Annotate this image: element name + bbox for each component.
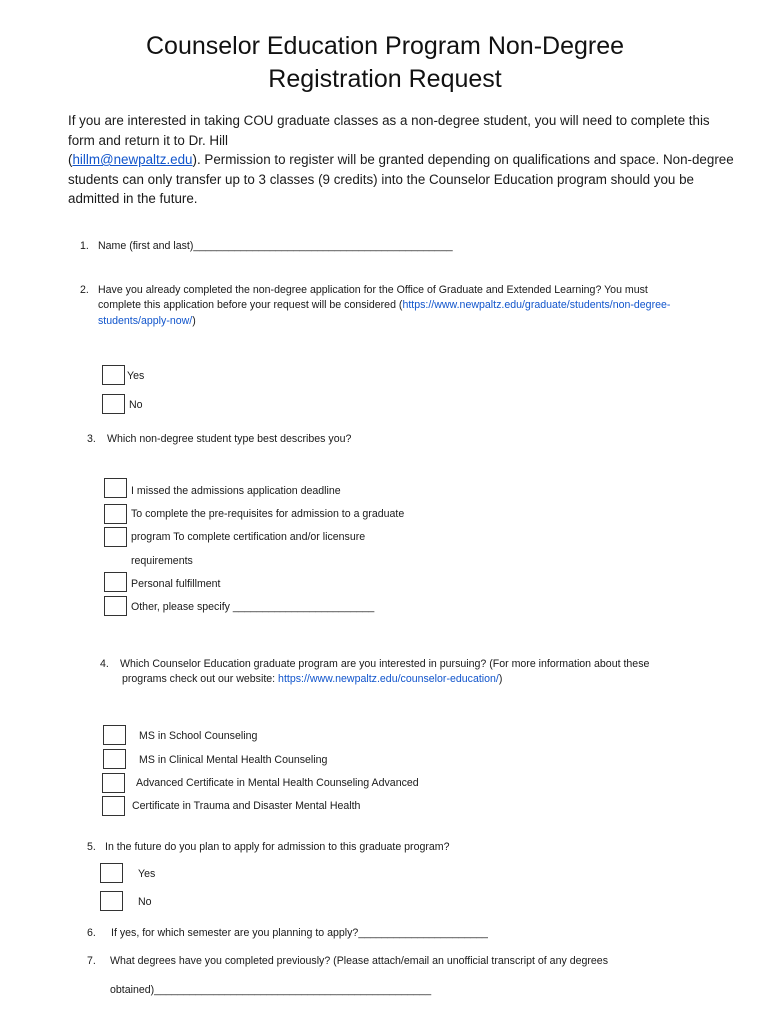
q4-option-4-checkbox[interactable] (102, 796, 125, 816)
q4-option-2-label: MS in Clinical Mental Health Counseling (139, 754, 328, 766)
q3-option-1-checkbox[interactable] (104, 478, 127, 498)
q3-option-2-label: To complete the pre-requisites for admission to a graduate (131, 508, 405, 520)
intro-text-before: If you are interested in taking COU graduate classes as a non-degree student, you will need to complete this form and return it to Dr. Hill (68, 113, 710, 148)
q3-option-4-checkbox[interactable] (104, 572, 127, 592)
q5-no-checkbox[interactable] (100, 891, 123, 911)
q5-no-label: No (138, 896, 152, 908)
title-line-1: Counselor Education Program Non-Degree (145, 32, 625, 60)
q2-yes-label: Yes (127, 370, 145, 382)
q4-option-1-checkbox[interactable] (103, 725, 126, 745)
question-2-line-3 (98, 313, 196, 329)
question-4-line-2-end: ) (498, 673, 503, 685)
q3-option-2-checkbox[interactable] (104, 504, 127, 524)
question-3-number: 3. (87, 433, 96, 445)
q5-yes-checkbox[interactable] (100, 863, 123, 883)
q3-option-3-label-cont: requirements (131, 555, 193, 567)
question-4-line-2-text: programs check out our website: (122, 673, 279, 685)
question-6-number: 6. (87, 927, 96, 939)
page-title (0, 30, 770, 96)
q4-option-3-checkbox[interactable] (102, 773, 125, 793)
q3-option-4-label: Personal fulfillment (131, 578, 221, 590)
question-6 (87, 925, 488, 941)
intro-paragraph (68, 111, 738, 209)
question-4-line-2 (122, 671, 502, 687)
q4-option-2-checkbox[interactable] (103, 749, 126, 769)
question-7-line-1: What degrees have you completed previously? (Please attach/email an unofficial transcript of any degrees (110, 955, 608, 967)
q2-no-label: No (129, 399, 143, 411)
q2-no-checkbox[interactable] (102, 394, 125, 414)
q2-yes-checkbox[interactable] (102, 365, 125, 385)
question-1 (80, 238, 453, 254)
q4-option-1-label: MS in School Counseling (139, 730, 258, 742)
question-4 (100, 656, 649, 672)
semester-field[interactable]: If yes, for which semester are you planning to apply?______________________ (111, 927, 488, 939)
question-4-number: 4. (100, 658, 109, 670)
q3-option-3-label: program To complete certification and/or licensure (131, 531, 366, 543)
question-3-text: Which non-degree student type best describes you? (107, 433, 352, 445)
q3-option-1-label: I missed the admissions application deadline (131, 485, 341, 497)
q3-option-3-checkbox[interactable] (104, 527, 127, 547)
non-degree-link-cont[interactable]: students/apply-now/ (98, 315, 193, 327)
q4-option-4-label: Certificate in Trauma and Disaster Mental Health (132, 800, 361, 812)
question-4-line-1: Which Counselor Education graduate program are you interested in pursuing? (For more information about these (120, 658, 650, 670)
question-2-number: 2. (80, 284, 89, 296)
question-5 (87, 839, 450, 855)
q3-option-5-checkbox[interactable] (104, 596, 127, 616)
name-field[interactable]: Name (first and last)____________________________________________ (98, 240, 453, 252)
q4-option-3-label: Advanced Certificate in Mental Health Counseling Advanced (136, 777, 419, 789)
question-2 (80, 282, 648, 298)
question-5-text: In the future do you plan to apply for admission to this graduate program? (105, 841, 450, 853)
counselor-education-link[interactable]: https://www.newpaltz.edu/counselor-education/ (278, 673, 499, 685)
email-link[interactable]: hillm@newpaltz.edu (72, 152, 193, 167)
intro-paren-open: ( (68, 152, 73, 167)
question-2-line-2-text: complete this application before your request will be considered ( (98, 299, 403, 311)
q3-option-5-label[interactable]: Other, please specify ________________________ (131, 601, 375, 613)
question-2-line-1: Have you already completed the non-degree application for the Office of Graduate and Extended Learning? You must (98, 284, 648, 296)
question-7 (87, 953, 608, 969)
intro-text-after: ). Permission to register will be granted depending on qualifications and space. Non-degree students can only transfer up to 3 classes (9 credits) into the Counselor Education program should you be admitted in the future. (68, 152, 734, 206)
question-7-number: 7. (87, 955, 96, 967)
question-2-line-3-end: ) (192, 315, 196, 327)
question-3 (87, 431, 351, 447)
q5-yes-label: Yes (138, 868, 156, 880)
question-1-number: 1. (80, 240, 89, 252)
title-line-2: Registration Request (268, 65, 502, 93)
question-2-line-2 (98, 297, 670, 313)
degrees-field[interactable]: obtained)_______________________________________________ (110, 984, 432, 996)
question-5-number: 5. (87, 841, 96, 853)
non-degree-link[interactable]: https://www.newpaltz.edu/graduate/students/non-degree- (402, 299, 671, 311)
